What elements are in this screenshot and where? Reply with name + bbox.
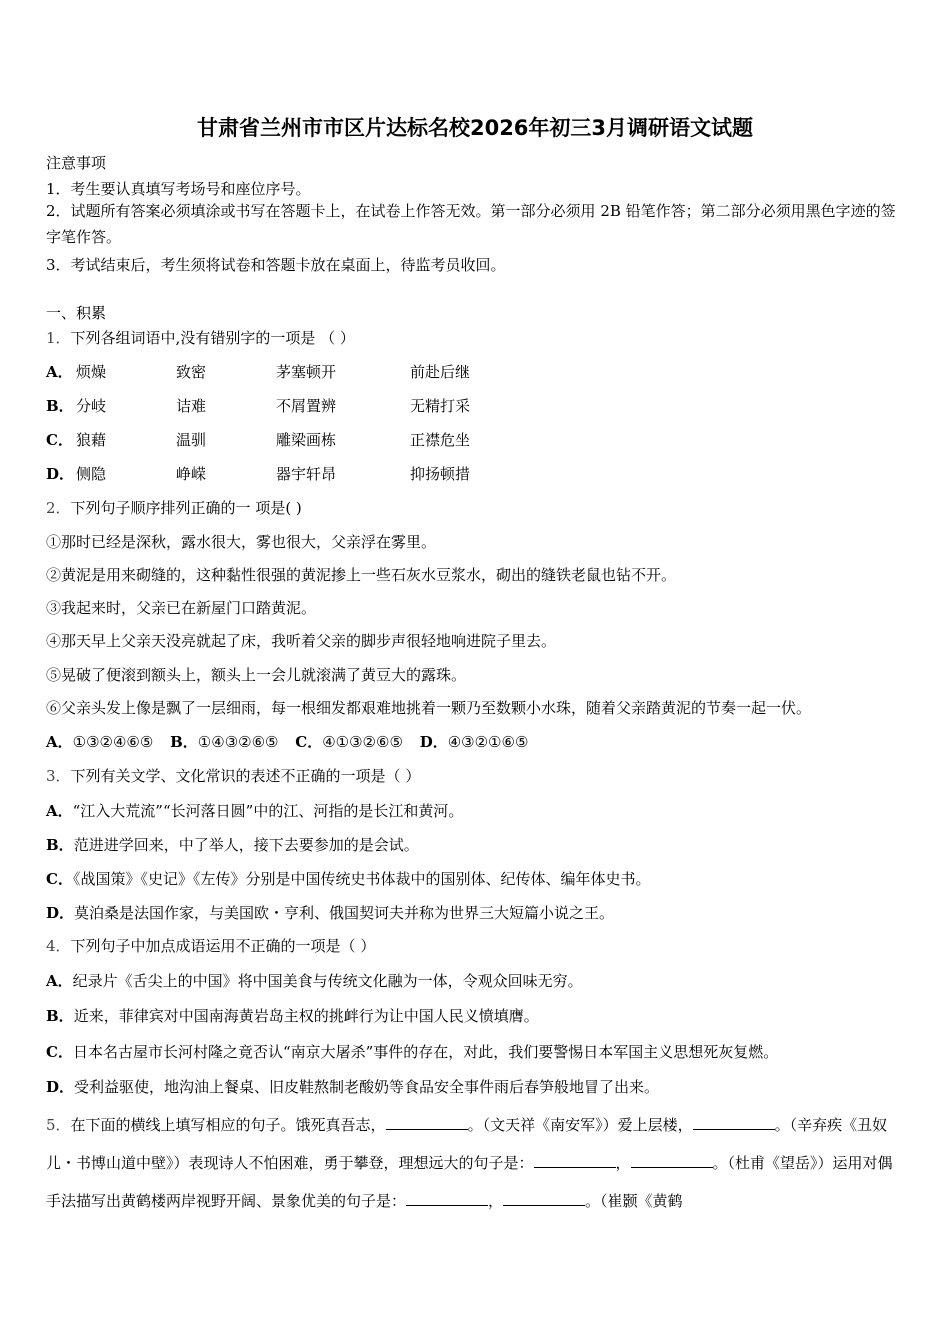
option-word: 前赴后继 (410, 363, 471, 381)
option-letter: A． (46, 733, 73, 751)
question-text: 。（杜甫《望岳》）运用对偶手法描写出黄鹤楼两岸视野开阔、景象优美的句子是： (46, 1154, 893, 1210)
option-letter: C． (46, 870, 73, 888)
option-word: 抑扬顿措 (410, 465, 471, 483)
answer-blank[interactable] (631, 1153, 713, 1168)
question-5 (46, 1106, 904, 1220)
answer-blank[interactable] (406, 1191, 488, 1206)
option-letter: C． (295, 733, 323, 751)
question-text: 。（崔颢《黄鹤 (585, 1192, 683, 1210)
option-word: 温驯 (176, 431, 207, 449)
sentence-item: ⑤晃破了便滚到额头上，额头上一会儿就滚满了黄豆大的露珠。 (46, 666, 467, 684)
option-word: 诘难 (176, 397, 207, 415)
option-word: 器宇轩昂 (276, 465, 337, 483)
option-letter: B． (46, 397, 74, 415)
question-3-stem (46, 765, 420, 786)
option-text: 《战国策》《史记》《左传》分别是中国传统史书体裁中的国别体、纪传体、编年体史书。 (72, 870, 651, 888)
notice-item: 1．考生要认真填写考场号和座位序号。 (46, 180, 311, 198)
option-letter: C． (46, 1043, 73, 1061)
question-1-stem (46, 327, 355, 348)
option-letter: D． (46, 1078, 75, 1096)
option-letter: A． (46, 972, 73, 990)
option-item (46, 868, 650, 889)
option-item (46, 1041, 778, 1062)
option-text: ①④③②⑥⑤ (197, 733, 279, 751)
sentence-item: ③我起来时，父亲已在新屋门口踏黄泥。 (46, 599, 317, 617)
option-item (46, 834, 419, 855)
option-letter: B． (46, 1007, 74, 1025)
option-word: 致密 (176, 363, 207, 381)
option-letter: A． (46, 363, 73, 381)
option-text: “江入大荒流”“长河落日圆”中的江、河指的是长江和黄河。 (72, 802, 464, 820)
option-item (46, 1076, 659, 1097)
question-4-stem (46, 935, 375, 956)
option-text: ④①③②⑥⑤ (322, 733, 403, 751)
question-2-stem (46, 497, 302, 518)
option-text: 日本名古屋市长河村隆之竟否认“南京大屠杀”事件的存在，对此，我们要警惕日本军国主义思想死灰复燃。 (72, 1043, 779, 1061)
option-text: 范进进学回来，中了举人，接下去要参加的是会试。 (73, 836, 419, 854)
option-word: 侧隐 (76, 465, 107, 483)
option-text: 纪录片《舌尖上的中国》将中国美食与传统文化融为一体，令观众回味无穷。 (72, 972, 583, 990)
question-number: 3． (46, 767, 71, 785)
question-text: ， (615, 1154, 631, 1172)
option-letter: D． (46, 904, 75, 922)
option-text: 受利益驱使，地沟油上餐桌、旧皮鞋熬制老酸奶等食品安全事件雨后春笋般地冒了出来。 (74, 1078, 660, 1096)
question-text: 下列各组词语中,没有错别字的一项是 （ ） (70, 329, 355, 347)
page-title: 甘肃省兰州市市区片达标名校2026年初三3月调研语文试题 (196, 116, 754, 140)
answer-blank[interactable] (503, 1191, 585, 1206)
option-item (46, 1005, 539, 1026)
sentence-item: ④那天早上父亲天没亮就起了床，我听着父亲的脚步声很轻地响进院子里去。 (46, 632, 557, 650)
option-text: 近来，菲律宾对中国南海黄岩岛主权的挑衅行为让中国人民义愤填膺。 (73, 1007, 539, 1025)
question-text: ， (488, 1192, 504, 1210)
question-number: 2． (46, 499, 71, 517)
notice-item: 3．考试结束后，考生须将试卷和答题卡放在桌面上，待监考员收回。 (46, 256, 506, 274)
sentence-item: ②黄泥是用来砌缝的，这种黏性很强的黄泥掺上一些石灰水豆浆水，砌出的缝铁老鼠也钻不开。 (46, 566, 677, 584)
option-item (46, 902, 614, 923)
sentence-item: ⑥父亲头发上像是飘了一层细雨，每一根细发都艰难地挑着一颗乃至数颗小水珠，随着父亲踏黄泥的节奏一起一伏。 (46, 699, 812, 717)
option-word: 茅塞顿开 (276, 363, 337, 381)
section-heading: 一、积累 (46, 304, 107, 322)
notice-heading: 注意事项 (46, 154, 107, 172)
option-word: 烦燥 (76, 363, 107, 381)
question-2-options (46, 731, 528, 752)
question-number: 4． (46, 937, 71, 955)
option-letter: D． (46, 465, 75, 483)
question-text: 在下面的横线上填写相应的句子。饿死真吾志， (70, 1116, 386, 1134)
question-text: 。（文天祥《南安军》）爱上层楼， (467, 1116, 693, 1134)
answer-blank[interactable] (693, 1115, 775, 1130)
option-text: 莫泊桑是法国作家，与美国欧・亨利、俄国契诃夫并称为世界三大短篇小说之王。 (74, 904, 615, 922)
option-word: 分岐 (76, 397, 107, 415)
question-text: 。（辛弃疾《丑奴儿・书博山道中壁》）表现诗人不怕困难，勇于攀登，理想远大的句子是： (46, 1116, 888, 1172)
option-word: 不屑置辨 (276, 397, 337, 415)
sentence-item: ①那时已经是深秋，露水很大，雾也很大，父亲浮在雾里。 (46, 533, 437, 551)
answer-blank[interactable] (534, 1153, 616, 1168)
question-number: 5． (46, 1116, 71, 1134)
option-word: 峥嵘 (176, 465, 207, 483)
option-text: ①③②④⑥⑤ (72, 733, 154, 751)
option-word: 正襟危坐 (410, 431, 471, 449)
option-letter: A． (46, 802, 73, 820)
question-number: 1． (46, 329, 71, 347)
option-letter: D． (419, 733, 448, 751)
option-letter: B． (170, 733, 198, 751)
notice-item: 2．试题所有答案必须填涂或书写在答题卡上，在试卷上作答无效。第一部分必须用 2B 铅笔作答；第二部分必须用黑色字迹的签字笔作答。 (46, 202, 896, 246)
option-item (46, 970, 583, 991)
option-letter: B． (46, 836, 74, 854)
option-letter: C． (46, 431, 73, 449)
question-text: 下列句子中加点成语运用不正确的一项是（ ） (70, 937, 376, 955)
option-item (46, 800, 463, 821)
question-text: 下列有关文学、文化常识的表述不正确的一项是（ ） (70, 767, 421, 785)
option-word: 狼藉 (76, 431, 107, 449)
option-word: 雕梁画栋 (276, 431, 337, 449)
option-word: 无精打采 (410, 397, 471, 415)
question-text: 下列句子顺序排列正确的一 项是( ) (70, 499, 302, 517)
option-text: ④③②①⑥⑤ (447, 733, 529, 751)
answer-blank[interactable] (386, 1115, 468, 1130)
